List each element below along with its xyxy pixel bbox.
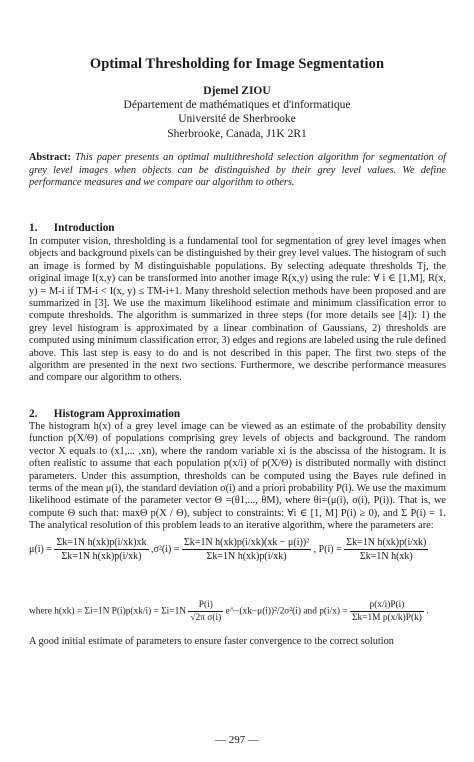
- abstract: [29, 152, 446, 190]
- sigma-lhs: ,σ²(i) =: [151, 543, 180, 555]
- sigma-fraction: [182, 537, 311, 562]
- posterior-fraction: [350, 600, 424, 623]
- abstract-label: Abstract:: [29, 152, 71, 163]
- sigma-denominator: Σk=1N h(xk)p(i/xk): [206, 551, 287, 562]
- posterior-numerator: p(x/i)P(i): [350, 600, 424, 612]
- author-department: Département de mathématiques et d'informatique: [123, 99, 351, 112]
- page-number: — 297 —: [215, 734, 259, 746]
- section-title: Introduction: [53, 222, 115, 234]
- posterior-denominator: Σk=1M p(x/k)P(k): [352, 613, 422, 623]
- gauss-exponent: e^−(xk−μ(i))²/2σ²(i): [225, 606, 301, 617]
- p-numerator: Σk=1N h(xk)p(i/xk): [346, 537, 427, 548]
- p-lhs: , P(i) =: [313, 543, 342, 555]
- author-university: Université de Sherbrooke: [178, 113, 296, 126]
- section-heading-introduction: [29, 222, 115, 234]
- gauss-numerator: P(i): [188, 600, 223, 612]
- section-number: 2.: [29, 408, 38, 420]
- and-text: and p(i/x) =: [303, 606, 348, 617]
- parameter-equations: [29, 537, 449, 562]
- where-lead: where h(xk) = Σi=1N P(i)p(xk/i) = Σi=1N: [29, 606, 187, 617]
- histogram-paragraph: The histogram h(x) of a grey level image can be viewed as an estimate of the probability density function p(X/Θ) of populations comprising grey levels of objects and background. The random vector X equals to (x1,... ,xn), where the random variable xi is the abscissa of the histogram. It is often realistic to assume that each population p(x/i) of p(X/Θ) is distributed normally with distinct parameters. Under this assumption, thresholds can be computed using the Bayes rule defined in terms of the mean μ(i), the standard deviation σ(i) and a priori probability P(i). We use the maximum likelihood estimate of the parameter vector Θ =(θ1,..., θM), where θi=(μ(i), σ(i), P(i)). That is, we compute Θ such that: maxΘ p(X / Θ), subject to constraints: ∀i ∈ [1, M] P(i) ≥ 0), and Σ P(i) = 1. The analytical resolution of this problem leads to an iterative algorithm, where the parameters are:: [29, 421, 446, 532]
- gauss-denominator: √2π σ(i): [190, 613, 222, 623]
- section-number: 1.: [29, 222, 38, 234]
- mu-fraction: [54, 537, 148, 562]
- gauss-fraction: [188, 600, 223, 623]
- author-name: Djemel ZIOU: [203, 85, 271, 97]
- sigma-numerator: Σk=1N h(xk)p(i/xk)(xk − μ(i))²: [183, 537, 310, 548]
- section-heading-histogram-approximation: [29, 408, 180, 420]
- closing-paragraph: A good initial estimate of parameters to ensure faster convergence to the correct solution: [29, 636, 394, 647]
- introduction-paragraph: In computer vision, thresholding is a fundamental tool for segmentation of grey level images when objects and background pixels can be distinguished by their grey level values. The histogram of such an image is formed by M distinguishable populations. By selecting adequate thresholds Tj, the original image I(x,y) can be transformed into another image R(x,y) using the rule: ∀ i ∈ [1,M], R(x, y) = M-i if TM-i < I(x, y) ≤ TM-i+1. Many threshold selection methods have been proposed and are summarized in [3]. We use the maximum likelihood estimate and minimum classification error to compute thresholds. The algorithm is summarized in three steps (for more details see [4]): 1) the grey level histogram is approximated by a linear combination of Gaussians, 2) thresholds are computed using minimum classification error, 3) edges and regions are labeled using the rule defined above. This last step is easy to do and is not described in this paper. The first two steps of the algorithm are presented in the next two sections. Furthermore, we describe performance measures and compare our algorithm to others.: [29, 236, 446, 384]
- paper-title: Optimal Thresholding for Image Segmentation: [89, 56, 385, 72]
- end-dot: .: [426, 606, 429, 617]
- p-fraction: [344, 537, 428, 562]
- author-block: [0, 84, 474, 141]
- mixture-equation: [29, 600, 449, 623]
- section-title: Histogram Approximation: [53, 408, 181, 420]
- author-address: Sherbrooke, Canada, J1K 2R1: [167, 127, 307, 140]
- p-denominator: Σk=1N h(xk): [359, 551, 413, 562]
- mu-lhs: μ(i) =: [29, 543, 52, 555]
- mu-denominator: Σk=1N h(xk)p(i/xk): [61, 551, 142, 562]
- mu-numerator: Σk=1N h(xk)p(i/xk)xk: [56, 537, 147, 548]
- abstract-text: This paper presents an optimal multithreshold selection algorithm for segmentation of grey level images when objects can be distinguished by their grey level values. We define performance measures and we compare our algorithm to others.: [29, 152, 447, 189]
